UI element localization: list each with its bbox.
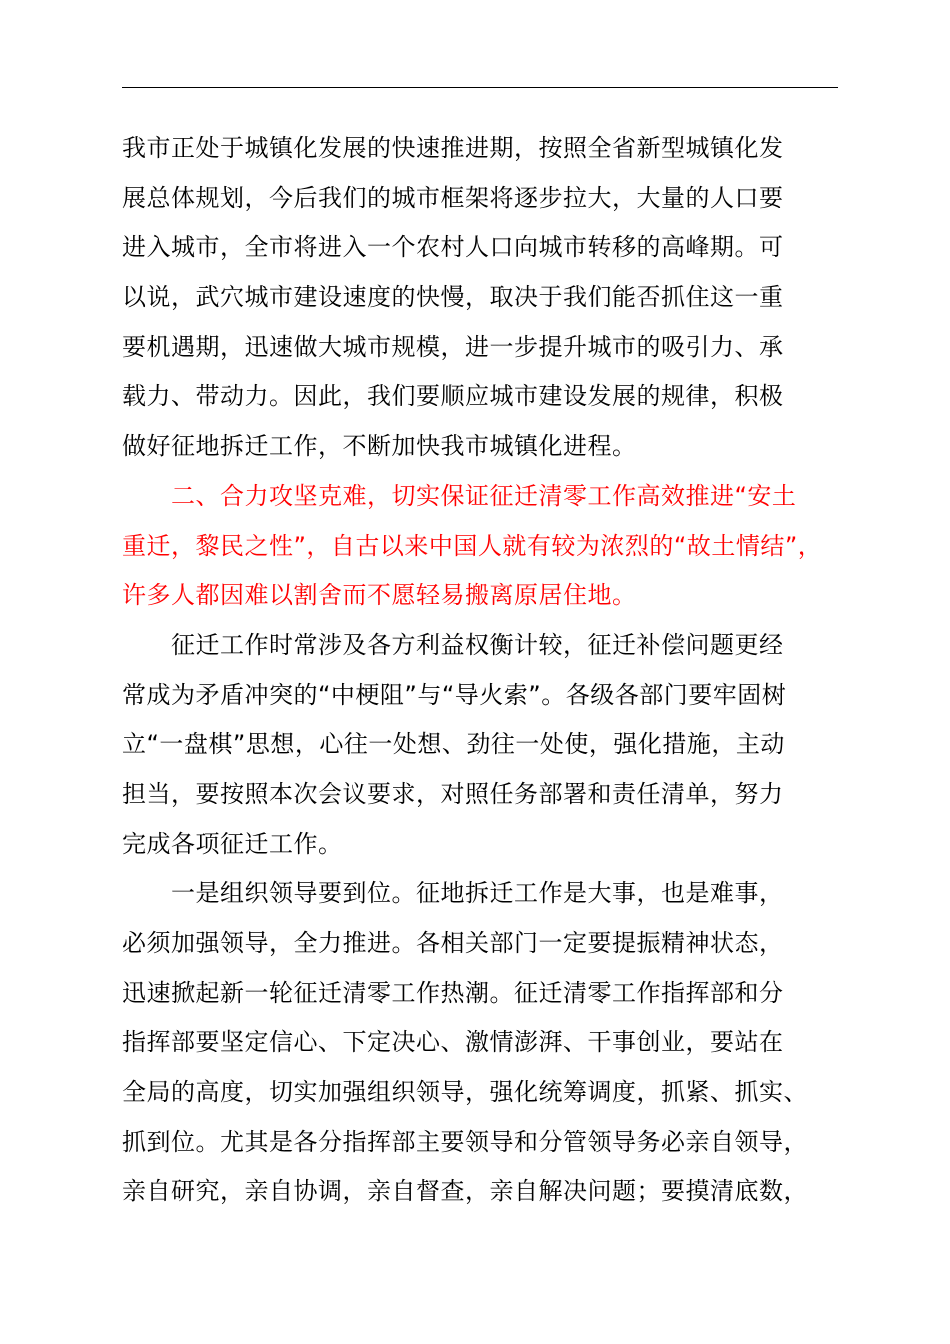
text-line: 一是组织领导要到位。征地拆迁工作是大事，也是难事， [122, 879, 784, 908]
text-line: 亲自研究，亲自协调，亲自督查，亲自解决问题；要摸清底数， [122, 1177, 808, 1206]
text-line: 迅速掀起新一轮征迁清零工作热潮。征迁清零工作指挥部和分 [122, 978, 784, 1007]
text-line: 以说，武穴城市建设速度的快慢，取决于我们能否抓住这一重 [122, 283, 784, 312]
text-line: 抓到位。尤其是各分指挥部主要领导和分管领导务必亲自领导， [122, 1127, 808, 1156]
text-line: 重迁，黎民之性”，自古以来中国人就有较为浓烈的“故土情结”， [122, 531, 823, 560]
text-line: 常成为矛盾冲突的“中梗阻”与“导火索”。各级各部门要牢固树 [122, 680, 787, 709]
header-rule [122, 87, 838, 88]
text-line: 必须加强领导，全力推进。各相关部门一定要提振精神状态， [122, 929, 784, 957]
text-line: 做好征地拆迁工作，不断加快我市城镇化进程。 [122, 432, 637, 461]
paragraph-1 [122, 124, 862, 472]
text-line: 进入城市，全市将进入一个农村人口向城市转移的高峰期。可 [122, 233, 784, 262]
text-line: 指挥部要坚定信心、下定决心、激情澎湃、干事创业，要站在 [122, 1028, 784, 1057]
text-line: 许多人都因难以割舍而不愿轻易搬离原居住地。 [122, 581, 637, 610]
text-line: 载力、带动力。因此，我们要顺应城市建设发展的规律，积极 [122, 382, 784, 411]
text-line: 立“一盘棋”思想，心往一处想、劲往一处使，强化措施，主动 [122, 730, 785, 759]
text-line: 要机遇期，迅速做大城市规模，进一步提升城市的吸引力、承 [122, 332, 784, 361]
paragraph-4 [122, 869, 862, 1217]
text-line: 我市正处于城镇化发展的快速推进期，按照全省新型城镇化发 [122, 134, 784, 162]
body-text [122, 124, 862, 1217]
text-line: 展总体规划，今后我们的城市框架将逐步拉大，大量的人口要 [122, 183, 784, 212]
text-line: 完成各项征迁工作。 [122, 829, 343, 858]
section-heading-red [122, 472, 862, 621]
text-line: 征迁工作时常涉及各方利益权衡计较，征迁补偿问题更经 [122, 630, 784, 659]
text-line: 全局的高度，切实加强组织领导，强化统筹调度，抓紧、抓实、 [122, 1078, 808, 1107]
paragraph-3 [122, 621, 862, 869]
text-line: 二、合力攻坚克难，切实保证征迁清零工作高效推进“安土 [122, 481, 797, 510]
text-line: 担当，要按照本次会议要求，对照任务部署和责任清单，努力 [122, 779, 784, 808]
